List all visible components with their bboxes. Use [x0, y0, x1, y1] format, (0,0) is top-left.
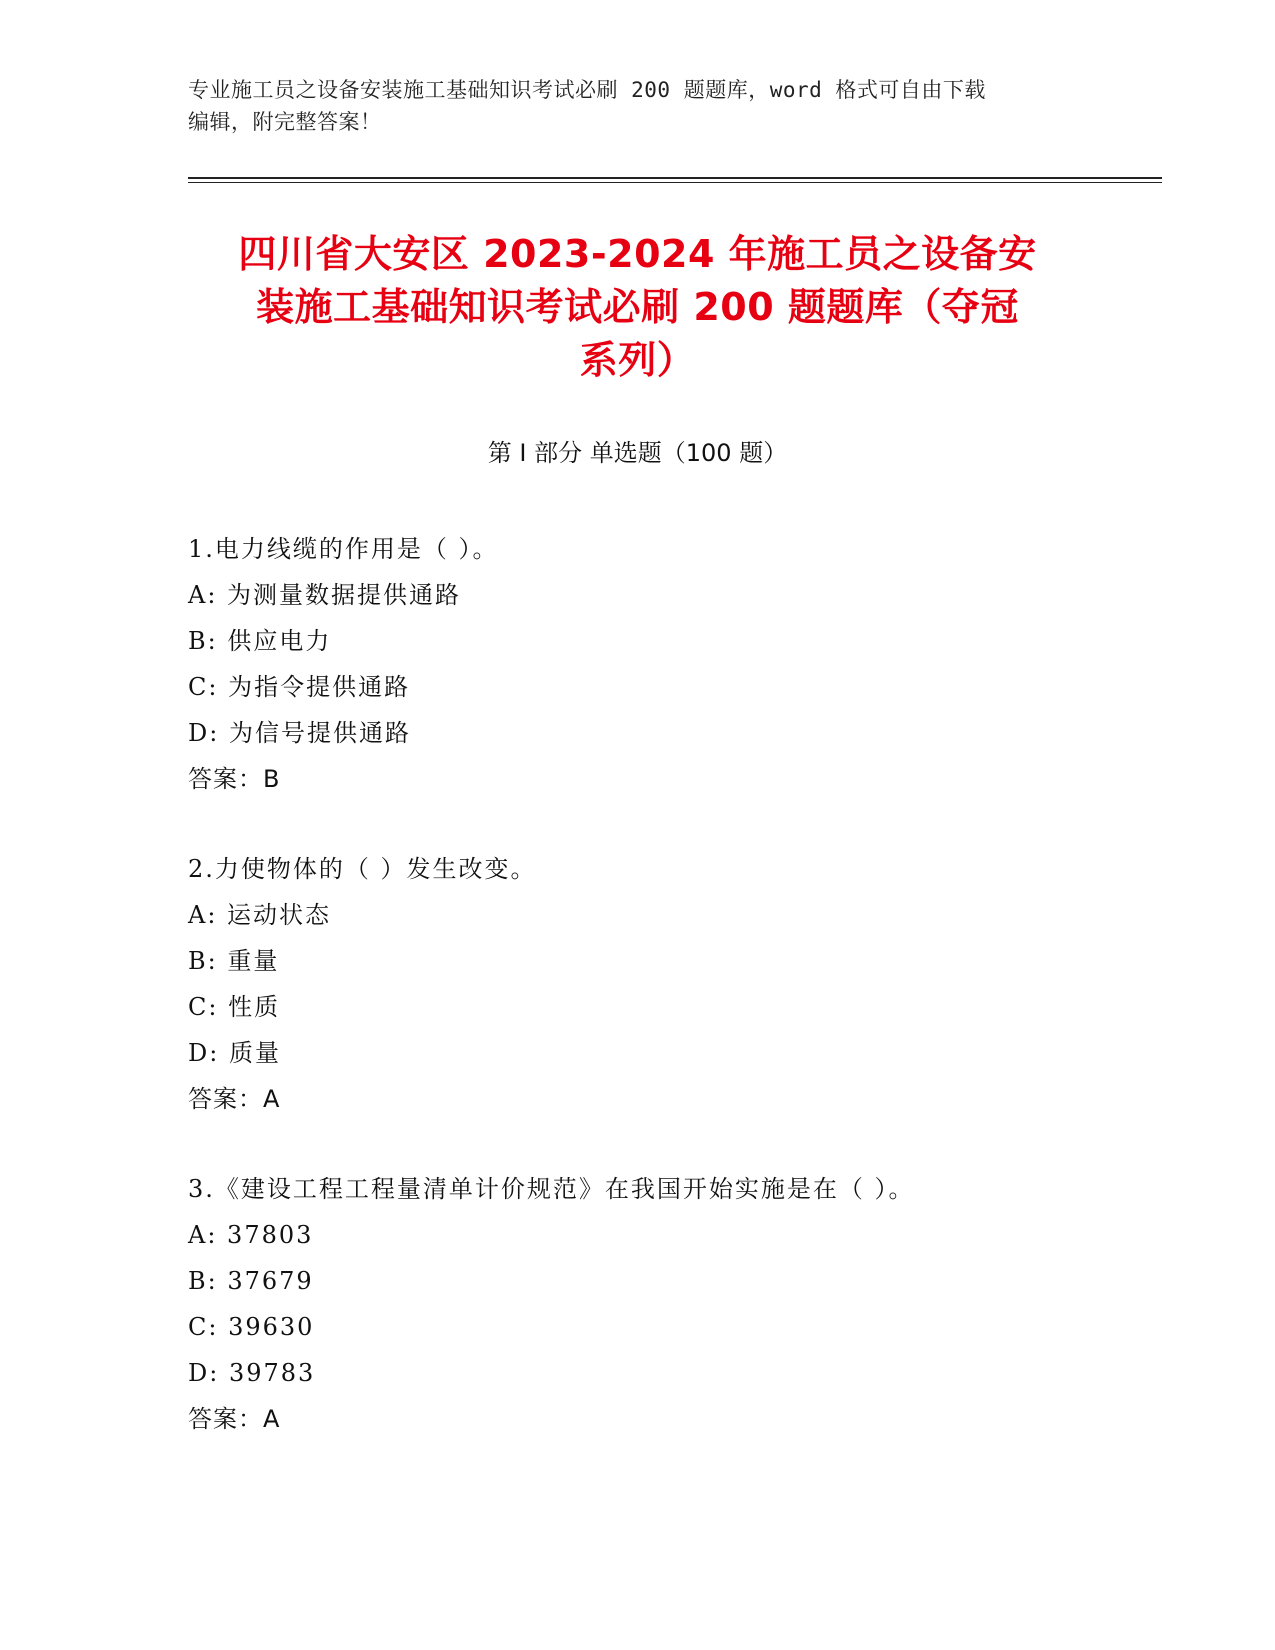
question-item [188, 1166, 1088, 1442]
header-note-line-2: 编辑，附完整答案！ [188, 110, 382, 134]
question-stem: 3.《建设工程工程量清单计价规范》在我国开始实施是在（ ）。 [188, 1175, 915, 1203]
option-b: B: 37679 [188, 1267, 314, 1295]
header-divider-thick [188, 177, 1162, 179]
header-divider-thin [188, 182, 1162, 183]
option-a: A: 运动状态 [188, 901, 332, 929]
header-note-line-1: 专业施工员之设备安装施工基础知识考试必刷 200 题题库，word 格式可自由下载 [188, 78, 986, 102]
answer-line: 答案：A [188, 1405, 281, 1433]
option-a: A: 为测量数据提供通路 [188, 581, 462, 609]
section-heading: 第 I 部分 单选题（100 题） [487, 439, 788, 467]
option-c: C: 39630 [188, 1313, 315, 1341]
document-title-line-1: 四川省大安区 2023-2024 年施工员之设备安 [238, 232, 1037, 276]
option-c: C: 性质 [188, 993, 281, 1021]
document-title-line-2: 装施工基础知识考试必刷 200 题题库（夺冠 [256, 285, 1019, 329]
question-stem: 2.力使物体的（ ）发生改变。 [188, 855, 537, 883]
option-d: D: 为信号提供通路 [188, 719, 411, 747]
option-b: B: 供应电力 [188, 627, 332, 655]
option-c: C: 为指令提供通路 [188, 673, 411, 701]
option-d: D: 39783 [188, 1359, 316, 1387]
question-stem: 1.电力线缆的作用是（ ）。 [188, 535, 499, 563]
document-title-line-3: 系列） [579, 338, 696, 382]
question-item [188, 526, 1088, 802]
option-a: A: 37803 [188, 1221, 314, 1249]
header-note [188, 74, 1088, 138]
option-d: D: 质量 [188, 1039, 281, 1067]
question-item [188, 846, 1088, 1122]
option-b: B: 重量 [188, 947, 280, 975]
answer-line: 答案：B [188, 765, 281, 793]
answer-line: 答案：A [188, 1085, 281, 1113]
document-title [180, 228, 1095, 387]
